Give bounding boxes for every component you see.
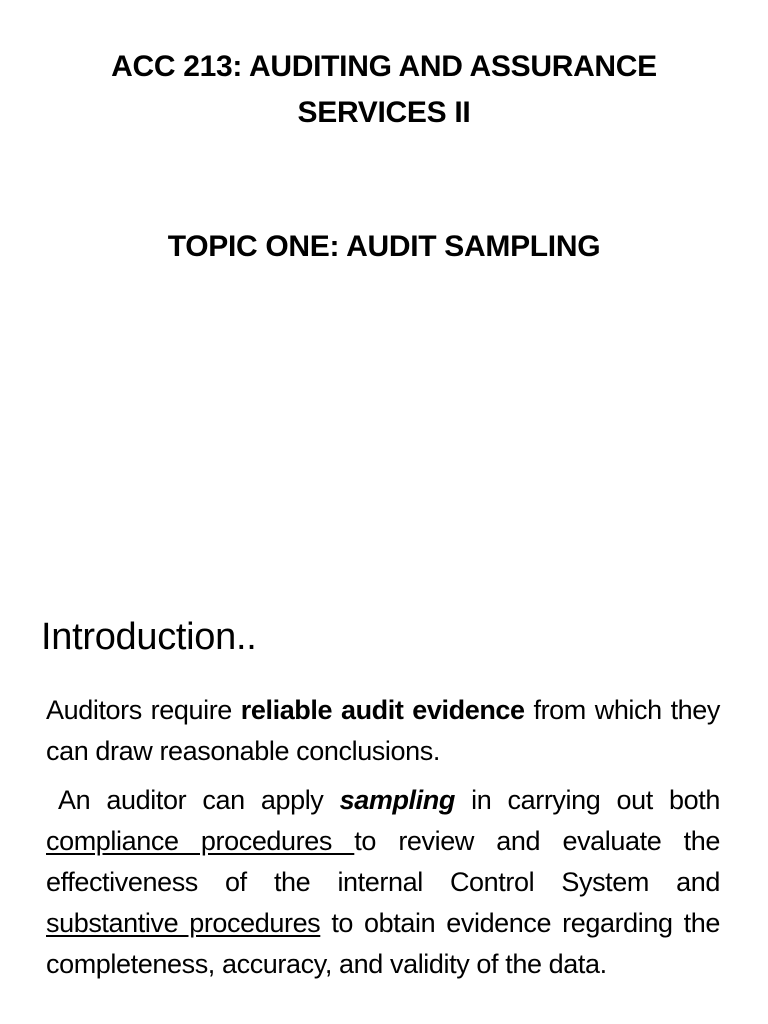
underlined-substantive-procedures: substantive procedures	[46, 908, 321, 938]
underlined-compliance-procedures: compliance procedures	[46, 826, 355, 856]
bold-phrase-reliable-audit-evidence: reliable audit evidence	[240, 695, 525, 725]
bold-italic-word-sampling	[340, 785, 455, 815]
sampling-emphasis: sampling	[339, 785, 455, 815]
text-run: An auditor can apply	[58, 785, 340, 815]
course-title-line-2: SERVICES II	[297, 96, 471, 129]
course-title-line-1: ACC 213: AUDITING AND ASSURANCE	[111, 50, 657, 83]
text-run: to obtain evidence regarding the completeness, accuracy, and validity of the data.	[46, 908, 720, 979]
course-title	[40, 44, 728, 136]
text-run: Auditors require	[46, 695, 241, 725]
text-run: from which they can draw reasonable conclusions.	[46, 695, 721, 766]
text-run: in carrying out both	[454, 785, 720, 815]
text-run: to review and evaluate the effectiveness of the internal Control System and	[46, 826, 720, 897]
section-heading: Introduction..	[41, 616, 257, 658]
topic-title: TOPIC ONE: AUDIT SAMPLING	[167, 230, 601, 263]
intro-paragraph-2	[46, 780, 720, 985]
intro-paragraph-1	[46, 690, 720, 772]
